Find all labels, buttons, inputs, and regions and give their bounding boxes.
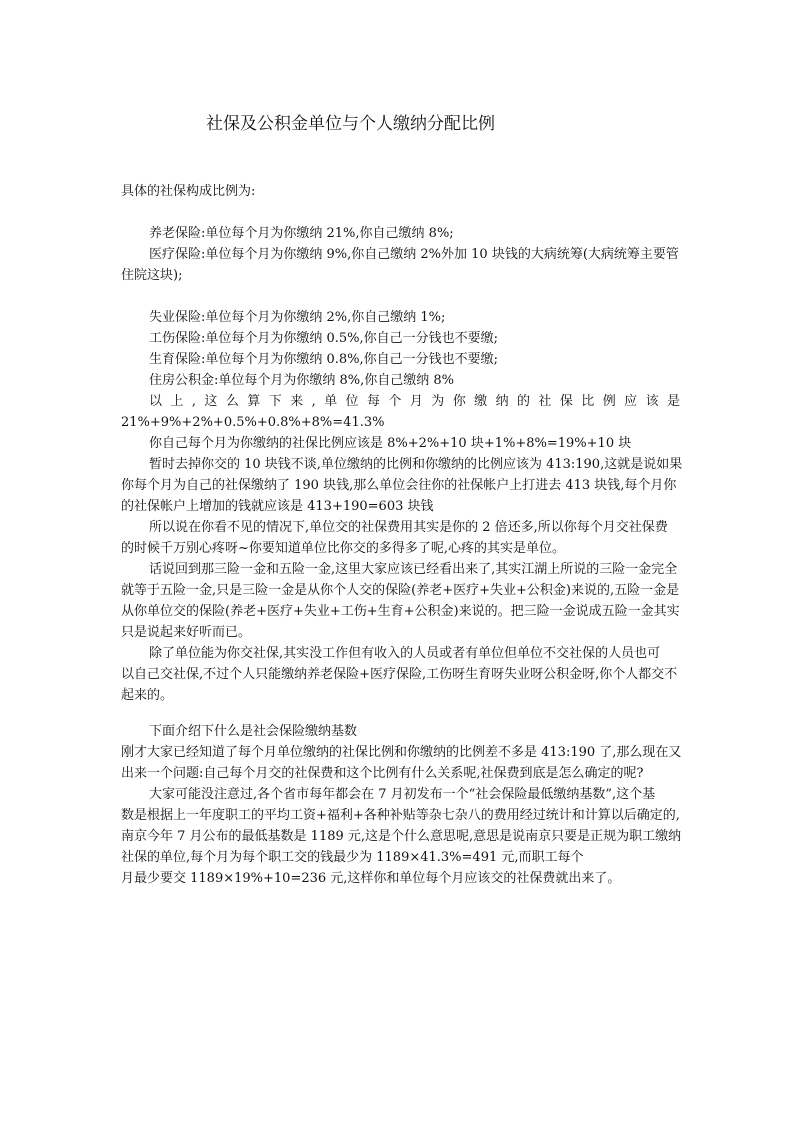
medical-insurance-line: 医疗保险:单位每个月为你缴纳 9%,你自己缴纳 2%外加 10 块钱的大病统筹(大病统筹主要管住院这块); [121,247,679,283]
ratio-paragraph: 暂时去掉你交的 10 块钱不谈,单位缴纳的比例和你缴纳的比例应该为 413:190,这就是说如果 [149,457,683,472]
intro-line: 具体的社保构成比例为: [121,184,256,199]
base-explanation-paragraph: 数是根据上一年度职工的平均工资+福利+各种补贴等杂七杂八的费用经过统计和计算以后确定的,南京今年 7 月公布的最低基数是 1189 元,这是个什么意思呢,意思是说南京只要是正规为职工缴纳社保的单位,每个月为每个职工交的钱最少为 1189×41.3%=491 元,而职工每个 [121,808,682,865]
maternity-insurance-line: 生育保险:单位每个月为你缴纳 0.8%,你自己一分钱也不要缴; [149,352,499,367]
document-body [121,181,683,889]
double-paragraph: 所以说在你看不见的情况下,单位交的社保费用其实是你的 2 倍还多,所以你每个月交社保费 [149,520,668,535]
housing-fund-line: 住房公积金:单位每个月为你缴纳 8%,你自己缴纳 8% [149,373,455,388]
employer-total-line: 以上,这么算下来,单位每个月为你缴纳的社保比例应该是 [149,394,683,409]
base-intro-paragraph: 大家可能没注意过,各个省市每年都会在 7 月初发布一个“社会保险最低缴纳基数”,这个基 [149,787,656,802]
ratio-example-paragraph: 你每个月为自己的社保缴纳了 190 块钱,那么单位会往你的社保帐户上打进去 413 块钱,每个月你的社保帐户上增加的钱就应该是 413+190=603 块钱 [121,478,677,514]
base-section-heading: 下面介绍下什么是社会保险缴纳基数 [149,724,358,739]
self-pay-paragraph: 除了单位能为你交社保,其实没工作但有收入的人员或者有单位但单位不交社保的人员也可 [149,646,661,661]
pension-insurance-line: 养老保险:单位每个月为你缴纳 21%,你自己缴纳 8%; [149,226,454,241]
personal-total-line: 你自己每个月为你缴纳的社保比例应该是 8%+2%+10 块+1%+8%=19%+10 块 [149,436,632,451]
unemployment-insurance-line: 失业保险:单位每个月为你缴纳 2%,你自己缴纳 1%; [149,310,446,325]
self-pay-paragraph-continued: 以自己交社保,不过个人只能缴纳养老保险+医疗保险,工伤呀生育呀失业呀公积金呀,你个人都交不起来的。 [121,667,678,703]
base-question-paragraph: 刚才大家已经知道了每个月单位缴纳的社保比例和你缴纳的比例差不多是 413:190 了,那么现在又出来一个问题:自己每个月交的社保费和这个比例有什么关系呢,社保费到底是怎么确定的呢? [121,745,682,781]
employer-total-formula: 21%+9%+2%+0.5%+0.8%+8%=41.3% [121,415,385,430]
double-paragraph-continued: 的时候千万别心疼呀~你要知道单位比你交的多得多了呢,心疼的其实是单位。 [121,541,566,556]
document-title: 社保及公积金单位与个人缴纳分配比例 [206,114,495,134]
base-result-line: 月最少要交 1189×19%+10=236 元,这样你和单位每个月应该交的社保费就出来了。 [121,871,621,886]
injury-insurance-line: 工伤保险:单位每个月为你缴纳 0.5%,你自己一分钱也不要缴; [149,331,499,346]
three-five-insurance-paragraph: 话说回到那三险一金和五险一金,这里大家应该已经看出来了,其实江湖上所说的三险一金完全就等于五险一金,只是三险一金是从你个人交的保险(养老+医疗+失业+公积金)来说的,五险一金是从你单位交的保险(养老+医疗+失业+工伤+生育+公积金)来说的。把三险一金说成五险一金其实只是说起来好听而已。 [121,562,680,640]
